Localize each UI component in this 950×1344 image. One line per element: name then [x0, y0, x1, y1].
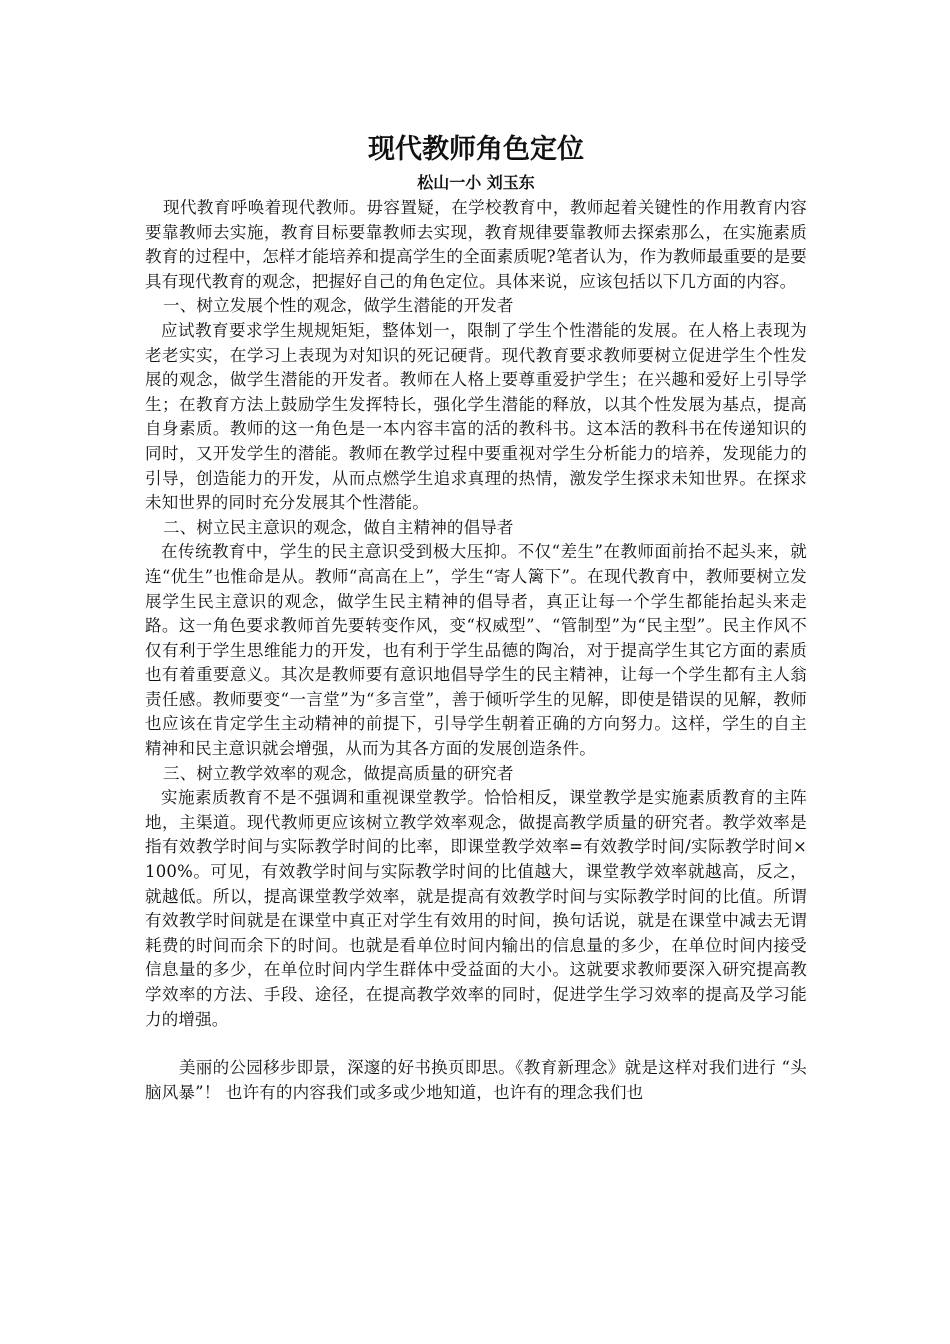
paragraph-section-3: 实施素质教育不是不强调和重视课堂教学。恰恰相反，课堂教学是实施素质教育的主阵地，主渠道。现代教师更应该树立教学效率观念，做提高教学质量的研究者。教学效率是指有效教学时间与实际教学时间的比率，即课堂教学效率=有效教学时间/实际教学时间×100%。可见，有效教学时间与实际教学时间的比值越大，课堂教学效率就越高，反之，就越低。所以，提高课堂教学效率，就是提高有效教学时间与实际教学时间的比值。所谓有效教学时间就是在课堂中真正对学生有效用的时间，换句话说，就是在课堂中减去无谓耗费的时间而余下的时间。也就是看单位时间内输出的信息量的多少，在单位时间内接受信息量的多少，在单位时间内学生群体中受益面的大小。这就要求教师要深入研究提高教学效率的方法、手段、途径，在提高教学效率的同时，促进学生学习效率的提高及学习能力的增强。 — [145, 788, 807, 1029]
section-heading-1: 一、树立发展个性的观念，做学生潜能的开发者 — [163, 296, 514, 316]
document-page — [145, 132, 807, 1105]
section-heading-3: 三、树立教学效率的观念，做提高质量的研究者 — [163, 763, 514, 783]
document-author: 松山一小 刘玉东 — [417, 173, 535, 192]
paragraph-section-2: 在传统教育中，学生的民主意识受到极大压抑。不仅“差生”在教师面前抬不起头来，就连“优生”也惟命是从。教师“高高在上”，学生“寄人篱下”。在现代教育中，教师要树立发展学生民主意识的观念，做学生民主精神的倡导者，真正让每一个学生都能抬起头来走路。这一角色要求教师首先要转变作风，变“权威型”、“管制型”为“民主型”。民主作风不仅有利于学生思维能力的开发，也有利于学生品德的陶冶，对于提高学生其它方面的素质也有着重要意义。其次是教师要有意识地倡导学生的民主精神，让每一个学生都有主人翁责任感。教师要变“一言堂”为“多言堂”，善于倾听学生的见解，即使是错误的见解，教师也应该在肯定学生主动精神的前提下，引导学生朝着正确的方向努力。这样，学生的自主精神和民主意识就会增强，从而为其各方面的发展创造条件。 — [145, 542, 807, 759]
paragraph-intro: 现代教育呼唤着现代教师。毋容置疑，在学校教育中，教师起着关键性的作用教育内容要靠教师去实施，教育目标要靠教师去实现，教育规律要靠教师去探索那么，在实施素质教育的过程中，怎样才能培养和提高学生的全面素质呢?笔者认为，作为教师最重要的是要具有现代教育的观念，把握好自己的角色定位。具体来说，应该包括以下几方面的内容。 — [145, 198, 807, 291]
document-body — [145, 196, 807, 1105]
paragraph-section-1: 应试教育要求学生规规矩矩，整体划一，限制了学生个性潜能的发展。在人格上表现为老老实实，在学习上表现为对知识的死记硬背。现代教育要求教师要树立促进学生个性发展的观念，做学生潜能的开发者。教师在人格上要尊重爱护学生；在兴趣和爱好上引导学生；在教育方法上鼓励学生发挥特长，强化学生潜能的释放，以其个性发展为基点，提高自身素质。教师的这一角色是一本内容丰富的活的教科书。这本活的教科书在传递知识的同时，又开发学生的潜能。教师在教学过程中要重视对学生分析能力的培养，发现能力的引导，创造能力的开发，从而点燃学生追求真理的热情，激发学生探求未知世界。在探求未知世界的同时充分发展其个性潜能。 — [145, 320, 807, 513]
section-heading-2: 二、树立民主意识的观念，做自主精神的倡导者 — [163, 517, 514, 537]
document-title: 现代教师角色定位 — [368, 134, 584, 165]
paragraph-closing: 美丽的公园移步即景，深邃的好书换页即思。《教育新理念》就是这样对我们进行 “头脑风暴”！ 也许有的内容我们或多或少地知道，也许有的理念我们也 — [145, 1058, 807, 1102]
paragraph-gap — [145, 1032, 807, 1056]
